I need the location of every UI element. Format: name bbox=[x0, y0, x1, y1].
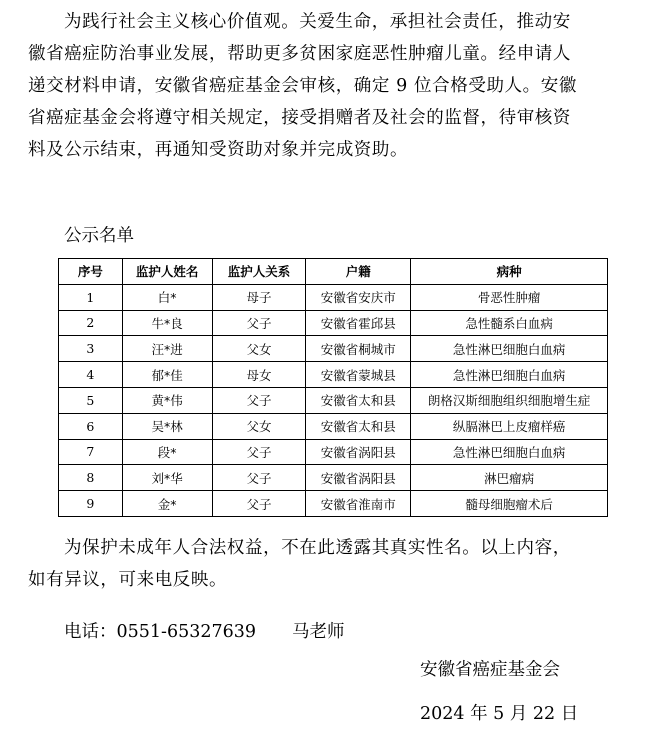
cell-guardian-name: 郁*佳 bbox=[122, 362, 212, 388]
table-header-row bbox=[59, 259, 608, 285]
header-index: 序号 bbox=[59, 259, 123, 285]
cell-index: 3 bbox=[59, 336, 123, 362]
cell-disease: 髓母细胞瘤术后 bbox=[411, 491, 608, 517]
cell-guardian-name: 黄*伟 bbox=[122, 387, 212, 413]
cell-guardian-relation: 父子 bbox=[212, 310, 306, 336]
cell-residence: 安徽省霍邱县 bbox=[306, 310, 411, 336]
header-disease: 病种 bbox=[411, 259, 608, 285]
cell-residence: 安徽省涡阳县 bbox=[306, 439, 411, 465]
header-guardian-relation: 监护人关系 bbox=[212, 259, 306, 285]
signer-organization: 安徽省癌症基金会 bbox=[420, 660, 560, 680]
table-row bbox=[59, 310, 608, 336]
cell-residence: 安徽省太和县 bbox=[306, 387, 411, 413]
cell-index: 5 bbox=[59, 387, 123, 413]
table-row bbox=[59, 362, 608, 388]
table-row bbox=[59, 491, 608, 517]
cell-disease: 骨恶性肿瘤 bbox=[411, 284, 608, 310]
privacy-paragraph: 为保护未成年人合法权益，不在此透露其真实性名。以上内容，如有异议，可来电反映。 bbox=[28, 538, 571, 590]
cell-disease: 急性淋巴细胞白血病 bbox=[411, 336, 608, 362]
table-row bbox=[59, 336, 608, 362]
cell-guardian-name: 吴*林 bbox=[122, 413, 212, 439]
cell-residence: 安徽省淮南市 bbox=[306, 491, 411, 517]
cell-guardian-name: 汪*进 bbox=[122, 336, 212, 362]
cell-guardian-name: 刘*华 bbox=[122, 465, 212, 491]
cell-index: 9 bbox=[59, 491, 123, 517]
table-row bbox=[59, 465, 608, 491]
cell-residence: 安徽省太和县 bbox=[306, 413, 411, 439]
header-residence: 户籍 bbox=[306, 259, 411, 285]
contact-line bbox=[64, 618, 345, 646]
cell-guardian-name: 白* bbox=[122, 284, 212, 310]
cell-disease: 急性淋巴细胞白血病 bbox=[411, 439, 608, 465]
contact-person: 马老师 bbox=[292, 622, 345, 642]
cell-residence: 安徽省桐城市 bbox=[306, 336, 411, 362]
cell-disease: 纵膈淋巴上皮瘤样癌 bbox=[411, 413, 608, 439]
table-row bbox=[59, 284, 608, 310]
cell-disease: 急性淋巴细胞白血病 bbox=[411, 362, 608, 388]
cell-disease: 朗格汉斯细胞组织细胞增生症 bbox=[411, 387, 608, 413]
cell-index: 4 bbox=[59, 362, 123, 388]
cell-guardian-relation: 母女 bbox=[212, 362, 306, 388]
notice-date: 2024 年 5 月 22 日 bbox=[420, 704, 579, 724]
cell-guardian-relation: 父子 bbox=[212, 439, 306, 465]
cell-guardian-relation: 父女 bbox=[212, 413, 306, 439]
contact-phone: 电话：0551-65327639 bbox=[64, 622, 257, 642]
cell-guardian-relation: 母子 bbox=[212, 284, 306, 310]
cell-guardian-relation: 父子 bbox=[212, 387, 306, 413]
intro-paragraph: 为践行社会主义核心价值观。关爱生命，承担社会责任，推动安徽省癌症防治事业发展，帮助更多贫困家庭恶性肿瘤儿童。经申请人递交材料申请，安徽省癌症基金会审核，确定 9 位合格受助人。安徽省癌症基金会将遵守相关规定，接受捐赠者及社会的监督，待审核资料及公示结束，再通知受资助对象并完成资助。 bbox=[28, 12, 577, 160]
cell-guardian-name: 段* bbox=[122, 439, 212, 465]
table-row bbox=[59, 387, 608, 413]
table-row bbox=[59, 439, 608, 465]
cell-guardian-name: 牛*良 bbox=[122, 310, 212, 336]
cell-guardian-relation: 父女 bbox=[212, 336, 306, 362]
header-guardian-name: 监护人姓名 bbox=[122, 259, 212, 285]
cell-residence: 安徽省涡阳县 bbox=[306, 465, 411, 491]
cell-index: 8 bbox=[59, 465, 123, 491]
recipient-table bbox=[58, 258, 608, 517]
cell-residence: 安徽省安庆市 bbox=[306, 284, 411, 310]
list-title: 公示名单 bbox=[64, 226, 134, 246]
cell-guardian-name: 金* bbox=[122, 491, 212, 517]
cell-residence: 安徽省蒙城县 bbox=[306, 362, 411, 388]
cell-index: 1 bbox=[59, 284, 123, 310]
cell-index: 6 bbox=[59, 413, 123, 439]
cell-index: 7 bbox=[59, 439, 123, 465]
cell-disease: 急性髓系白血病 bbox=[411, 310, 608, 336]
table-row bbox=[59, 413, 608, 439]
cell-disease: 淋巴瘤病 bbox=[411, 465, 608, 491]
cell-guardian-relation: 父子 bbox=[212, 465, 306, 491]
cell-index: 2 bbox=[59, 310, 123, 336]
cell-guardian-relation: 父子 bbox=[212, 491, 306, 517]
